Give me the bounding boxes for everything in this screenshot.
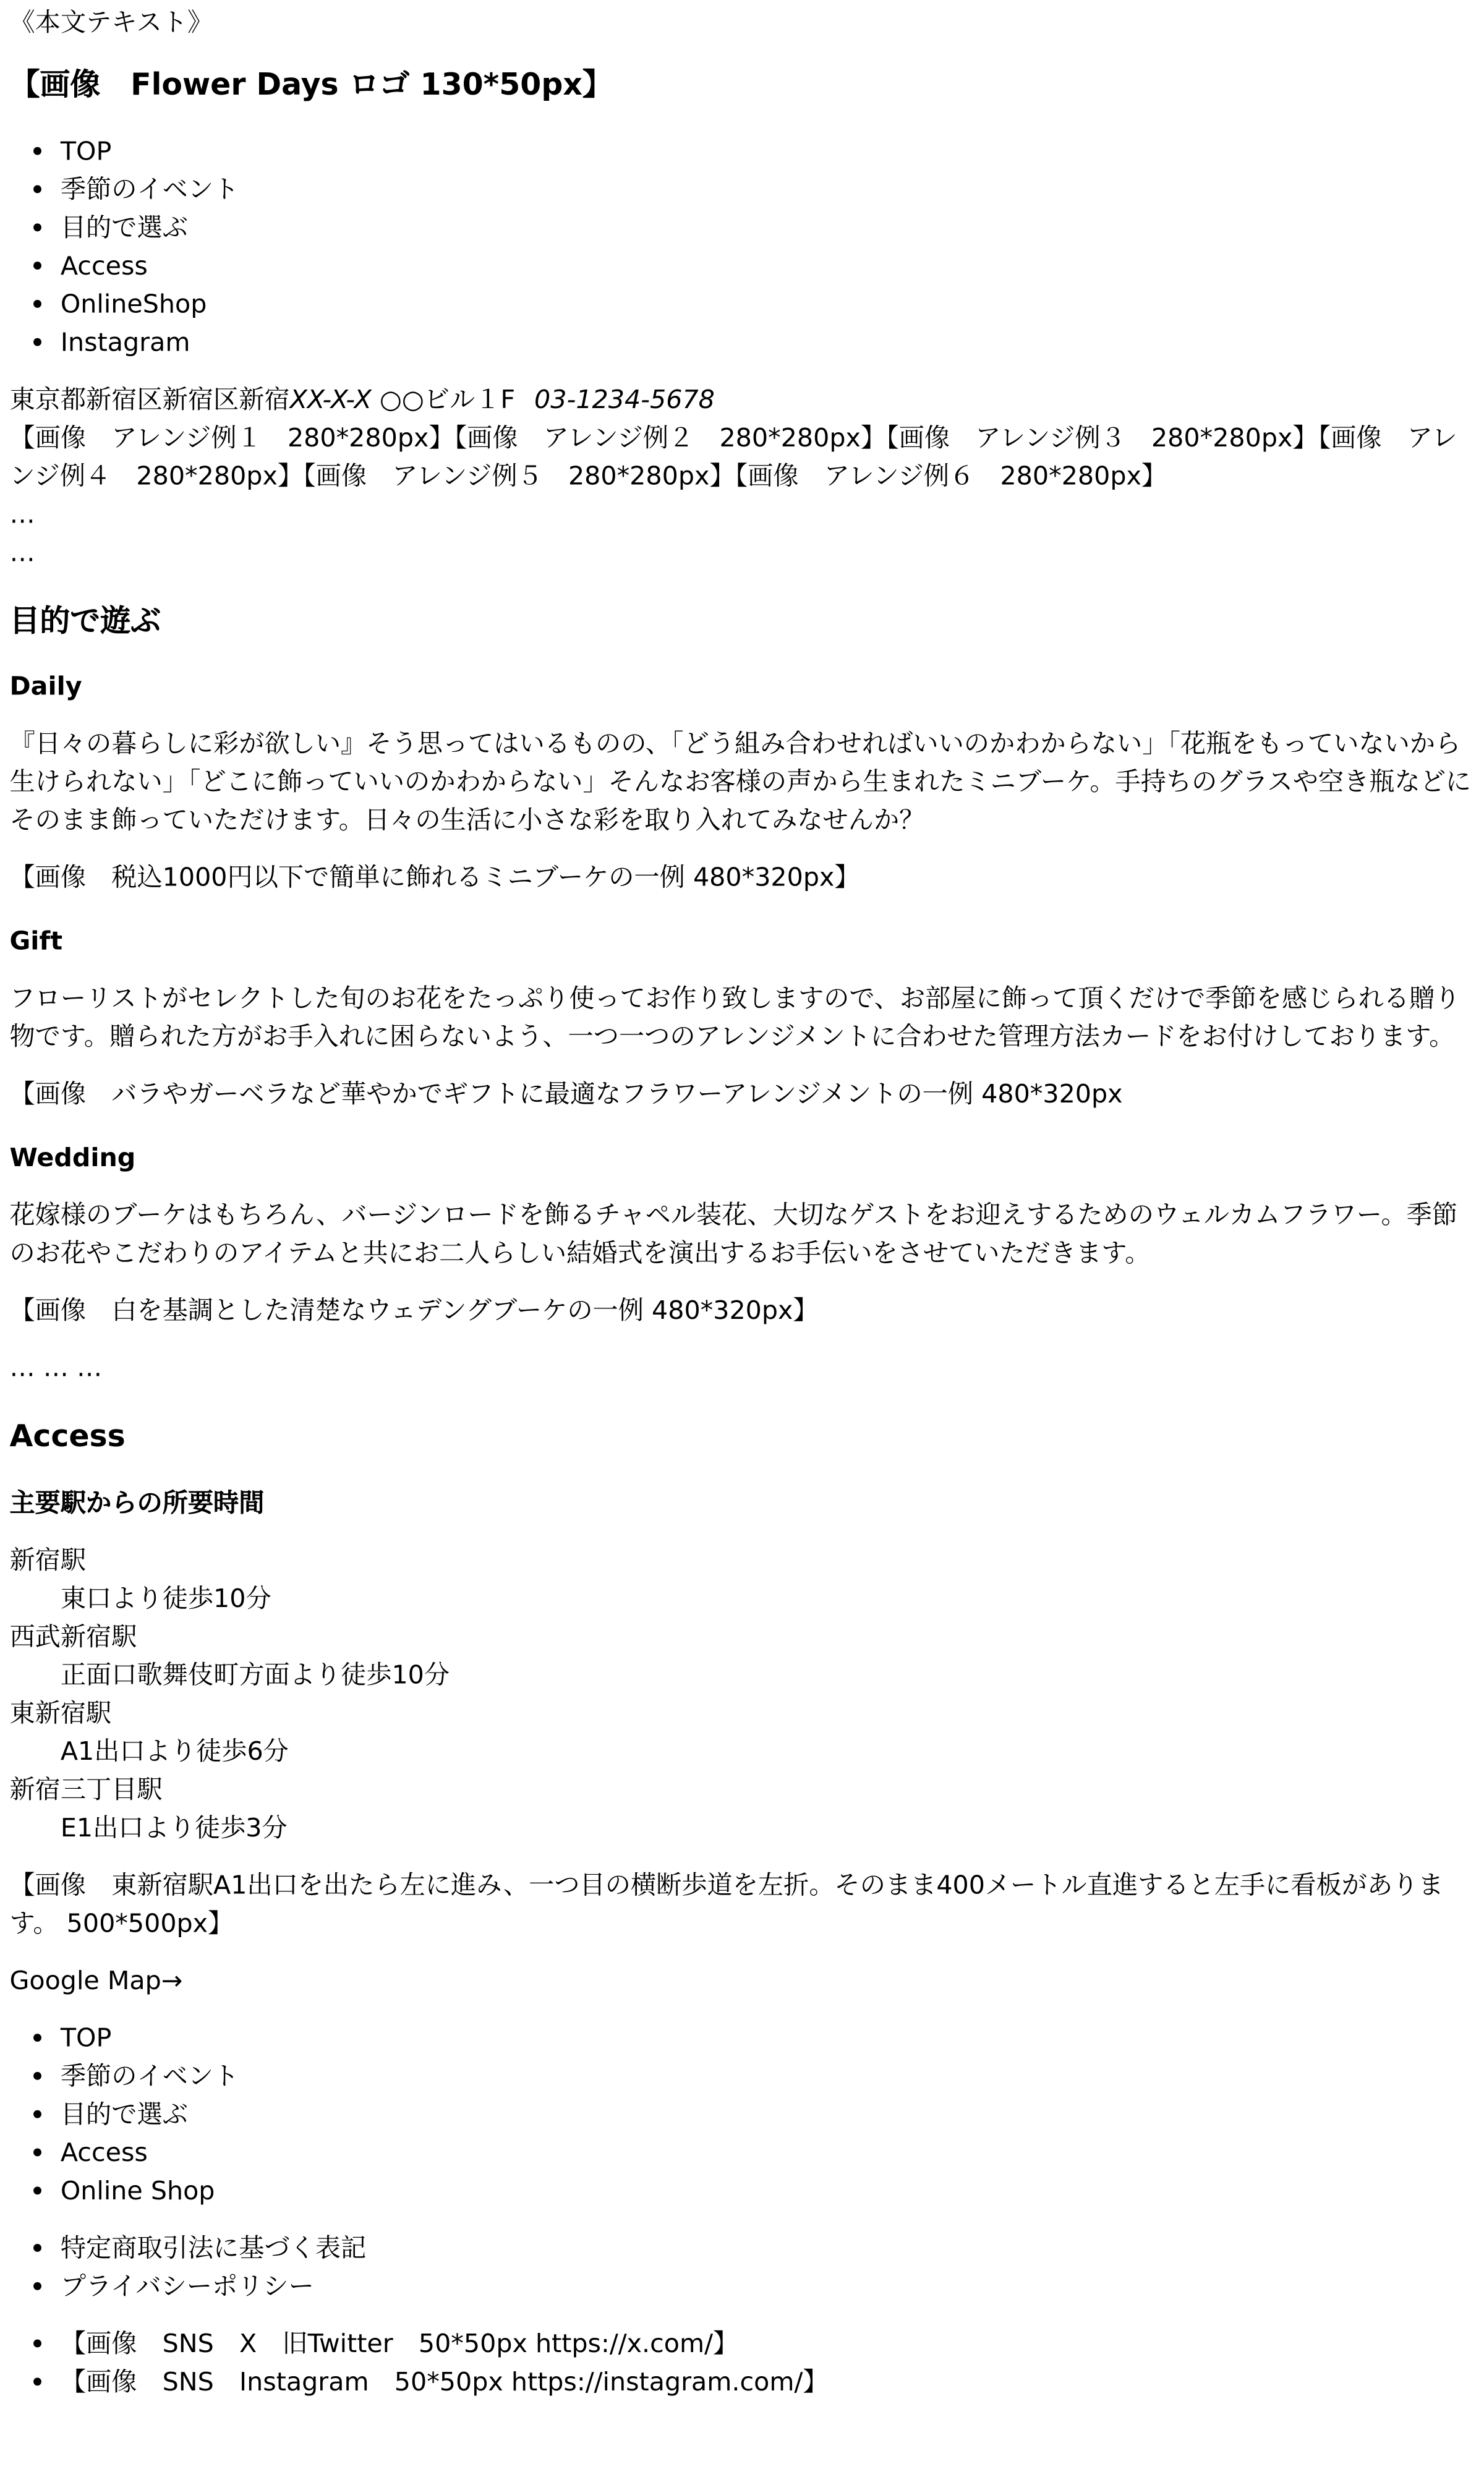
header-nav-item-purpose <box>61 208 1475 247</box>
station-route: E1出口より徒歩3分 <box>60 1812 288 1843</box>
station-name: 西武新宿駅 <box>9 1621 137 1652</box>
address-building: ○○ビル１F <box>371 383 516 414</box>
address-tel: 03-1234-5678 <box>534 383 715 414</box>
gift-title: Gift <box>9 926 63 957</box>
access-heading: Access <box>9 1419 126 1455</box>
wedding-image-placeholder: 【画像 白を基調とした清楚なウェデングブーケの一例 480*320px】 <box>9 1295 819 1326</box>
purpose-heading: 目的で遊ぶ <box>9 603 161 639</box>
header-nav-item-access <box>61 247 1475 285</box>
footer-nav-item-seasonal-events <box>61 2057 1475 2095</box>
station-name: 東新宿駅 <box>9 1697 112 1728</box>
gift-text: フローリストがセレクトした旬のお花をたっぷり使ってお作り致しますので、お部屋に飾って頂くだけで季節を感じられる贈り物です。贈られた方がお手入れに困らないよう、一つ一つのアレンジメントに合わせた管理方法カードをお付けしております。 <box>9 983 1461 1052</box>
footer-nav-item-access <box>61 2134 1475 2172</box>
header-nav-link-access[interactable]: Access <box>60 250 148 281</box>
access-subheading: 主要駅からの所要時間 <box>9 1487 265 1518</box>
station-route: 正面口歌舞伎町方面より徒歩10分 <box>60 1659 450 1690</box>
legal-nav-item-privacy-policy <box>61 2267 1475 2306</box>
station-name: 新宿駅 <box>9 1545 87 1575</box>
legal-link-commerce-law[interactable]: 特定商取引法に基づく表記 <box>60 2232 367 2263</box>
header-nav-link-purpose[interactable]: 目的で選ぶ <box>60 211 188 242</box>
sns-item-instagram <box>61 2363 1475 2402</box>
footer-nav-item-online-shop <box>61 2172 1475 2211</box>
footer-nav-link-purpose[interactable]: 目的で選ぶ <box>60 2099 188 2130</box>
ellipsis-1: … <box>9 498 35 529</box>
station-route: A1出口より徒歩6分 <box>60 1736 289 1766</box>
daily-title: Daily <box>9 671 82 702</box>
purpose-section <box>9 600 1474 1388</box>
gallery-item-1: 【画像 アレンジ例１ 280*280px】 <box>9 422 454 453</box>
station-route: 東口より徒歩10分 <box>60 1582 271 1613</box>
gift-image-placeholder: 【画像 バラやガーベラなど華やかでギフトに最適なフラワーアレンジメントの一例 480*320px <box>9 1078 1123 1109</box>
logo-placeholder: 【画像 Flower Days ロゴ 130*50px】 <box>9 67 613 103</box>
footer-nav-link-access[interactable]: Access <box>60 2136 148 2167</box>
gallery-item-4: 【画像 アレンジ例４ 280*280px】 <box>9 422 1457 490</box>
sns-link-x[interactable]: 【画像 SNS X 旧Twitter 50*50px https://x.com/】 <box>60 2327 739 2358</box>
legal-nav-item-commerce-law <box>61 2229 1475 2267</box>
legal-nav <box>9 2229 1474 2306</box>
gallery-item-6: 【画像 アレンジ例６ 280*280px】 <box>735 459 1167 490</box>
wedding-text: 花嫁様のブーケはもちろん、バージンロードを飾るチャペル装花、大切なゲストをお迎えするためのウェルカムフラワー。季節のお花やこだわりのアイテムと共にお二人らしい結婚式を演出するお手伝いをさせていただきます。 <box>9 1200 1458 1269</box>
daily-image-placeholder: 【画像 税込1000円以下で簡単に飾れるミニブーケの一例 480*320px】 <box>9 862 860 893</box>
header-nav-item-top <box>61 132 1475 171</box>
footer-nav-link-online-shop[interactable]: Online Shop <box>60 2175 215 2206</box>
shop-address <box>9 380 1474 419</box>
google-map-paragraph <box>9 1962 1474 2000</box>
header-nav-item-online-shop <box>61 285 1475 323</box>
sns-link-instagram[interactable]: 【画像 SNS Instagram 50*50px https://instagram.com/】 <box>60 2366 829 2397</box>
sns-item-x <box>61 2325 1475 2363</box>
legal-link-privacy-policy[interactable]: プライバシーポリシー <box>60 2270 314 2301</box>
ellipsis-2: … <box>9 536 35 567</box>
station-list <box>9 1541 1474 1847</box>
gallery-item-2: 【画像 アレンジ例２ 280*280px】 <box>454 422 887 453</box>
daily-text: 『日々の暮らしに彩が欲しい』そう思ってはいるものの、「どう組み合わせればいいのかわからない」「花瓶をもっていないから生けられない」「どこに飾っていいのかわからない」そんなお客様の声から生まれたミニブーケ。手持ちのグラスや空き瓶などにそのまま飾っていただけます。日々の生活に小さな彩を取り入れてみなせんか？ <box>9 728 1472 835</box>
station-name: 新宿三丁目駅 <box>9 1773 163 1804</box>
header-nav-item-seasonal-events <box>61 170 1475 208</box>
access-map-image-placeholder: 【画像 東新宿駅A1出口を出たら左に進み、一つ目の横断歩道を左折。そのまま400メートル直進すると左手に看板があります。 500*500px】 <box>9 1869 1444 1938</box>
arrangement-gallery <box>9 419 1474 495</box>
address-street: XX-X-X <box>289 383 372 414</box>
wedding-title: Wedding <box>9 1142 136 1173</box>
header-nav <box>9 132 1474 362</box>
header-nav-link-instagram[interactable]: Instagram <box>60 326 190 357</box>
address-prefix: 東京都新宿区新宿区新宿 <box>9 383 290 414</box>
header-nav-item-instagram <box>61 323 1475 362</box>
header-nav-link-seasonal-events[interactable]: 季節のイベント <box>60 173 239 204</box>
header-nav-link-top[interactable]: TOP <box>60 135 112 166</box>
page <box>0 4 1484 2401</box>
body-text-note: 《本文テキスト》 <box>9 7 213 38</box>
footer-nav-item-top <box>61 2019 1475 2057</box>
gallery-item-5: 【画像 アレンジ例５ 280*280px】 <box>303 459 735 490</box>
gallery-item-3: 【画像 アレンジ例３ 280*280px】 <box>886 422 1318 453</box>
google-map-link[interactable]: Google Map→ <box>9 1964 183 1995</box>
footer-nav-link-top[interactable]: TOP <box>60 2022 112 2053</box>
access-section <box>9 1417 1474 2000</box>
purpose-trailing-ellipsis: … … … <box>9 1352 103 1383</box>
header-nav-link-online-shop[interactable]: OnlineShop <box>60 288 207 318</box>
sns-list <box>9 2325 1474 2402</box>
footer-nav-link-seasonal-events[interactable]: 季節のイベント <box>60 2060 239 2091</box>
footer-nav-item-purpose <box>61 2095 1475 2134</box>
footer-nav <box>9 2019 1474 2210</box>
